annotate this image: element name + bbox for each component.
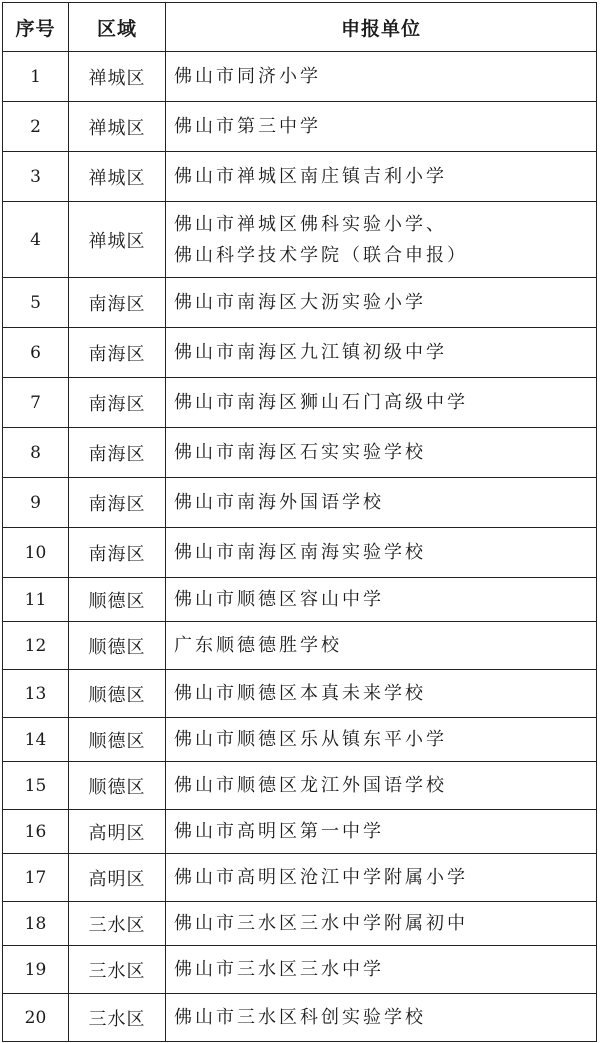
table-row (3, 102, 597, 152)
row-applicant-unit (166, 52, 597, 102)
applicant-unit-line: 佛山市南海区大沥实验小学 (174, 292, 426, 313)
school-list-table (2, 2, 597, 1042)
applicant-unit-line: 佛山市顺德区乐从镇东平小学 (174, 729, 447, 750)
row-district: 禅城区 (69, 202, 166, 278)
row-applicant-unit (166, 810, 597, 854)
row-district: 南海区 (69, 278, 166, 328)
table-row (3, 670, 597, 718)
table-row (3, 202, 597, 278)
row-applicant-unit (166, 946, 597, 994)
table-row (3, 152, 597, 202)
header-district: 区域 (69, 3, 166, 52)
row-district: 三水区 (69, 994, 166, 1042)
row-applicant-unit (166, 278, 597, 328)
table-row (3, 902, 597, 946)
row-district: 南海区 (69, 378, 166, 428)
applicant-unit-line: 佛山市顺德区容山中学 (174, 589, 384, 610)
row-applicant-unit (166, 578, 597, 622)
row-serial-number: 12 (3, 622, 69, 670)
table-row (3, 378, 597, 428)
row-district: 禅城区 (69, 102, 166, 152)
table-row (3, 528, 597, 578)
table-row (3, 478, 597, 528)
applicant-unit-line: 佛山市禅城区佛科实验小学、 (174, 213, 447, 235)
applicant-unit-line: 佛山市高明区沧江中学附属小学 (174, 867, 468, 888)
applicant-unit-line: 佛山市第三中学 (174, 116, 321, 137)
row-applicant-unit (166, 328, 597, 378)
table-row (3, 52, 597, 102)
row-district: 顺德区 (69, 718, 166, 762)
row-serial-number: 4 (3, 202, 69, 278)
row-serial-number: 15 (3, 762, 69, 810)
row-serial-number: 10 (3, 528, 69, 578)
applicant-unit-line: 佛山市南海外国语学校 (174, 492, 384, 513)
row-district: 南海区 (69, 528, 166, 578)
row-serial-number: 9 (3, 478, 69, 528)
row-applicant-unit (166, 762, 597, 810)
row-district: 南海区 (69, 428, 166, 478)
row-applicant-unit (166, 718, 597, 762)
table-row (3, 994, 597, 1042)
row-district: 顺德区 (69, 670, 166, 718)
applicant-unit-line: 佛山市三水区科创实验学校 (174, 1007, 426, 1028)
table-row (3, 946, 597, 994)
row-serial-number: 5 (3, 278, 69, 328)
row-serial-number: 19 (3, 946, 69, 994)
row-district: 三水区 (69, 902, 166, 946)
applicant-unit-line: 佛山市高明区第一中学 (174, 821, 384, 842)
applicant-unit-line: 佛山市三水区三水中学 (174, 959, 384, 980)
table-row (3, 328, 597, 378)
table-row (3, 622, 597, 670)
row-applicant-unit (166, 902, 597, 946)
table-row (3, 762, 597, 810)
table-row (3, 428, 597, 478)
row-serial-number: 7 (3, 378, 69, 428)
row-serial-number: 18 (3, 902, 69, 946)
applicant-unit-line: 佛山市禅城区南庄镇吉利小学 (174, 166, 447, 187)
row-applicant-unit (166, 202, 597, 278)
row-applicant-unit (166, 378, 597, 428)
row-district: 顺德区 (69, 622, 166, 670)
applicant-unit-line: 佛山科学技术学院（联合申报） (174, 244, 468, 266)
applicant-unit-line: 佛山市顺德区龙江外国语学校 (174, 775, 447, 796)
row-district: 顺德区 (69, 578, 166, 622)
row-serial-number: 8 (3, 428, 69, 478)
row-serial-number: 20 (3, 994, 69, 1042)
row-district: 南海区 (69, 478, 166, 528)
table-row (3, 810, 597, 854)
applicant-unit-line: 佛山市南海区狮山石门高级中学 (174, 392, 468, 413)
row-applicant-unit (166, 622, 597, 670)
row-applicant-unit (166, 152, 597, 202)
applicant-unit-line: 佛山市南海区石实实验学校 (174, 442, 426, 463)
header-serial-number: 序号 (3, 3, 69, 52)
row-applicant-unit (166, 478, 597, 528)
row-serial-number: 13 (3, 670, 69, 718)
row-serial-number: 14 (3, 718, 69, 762)
row-applicant-unit (166, 102, 597, 152)
row-applicant-unit (166, 994, 597, 1042)
row-district: 高明区 (69, 810, 166, 854)
applicant-unit-line: 广东顺德德胜学校 (174, 635, 342, 656)
row-serial-number: 6 (3, 328, 69, 378)
row-applicant-unit (166, 670, 597, 718)
row-serial-number: 1 (3, 52, 69, 102)
applicant-unit-line: 佛山市南海区九江镇初级中学 (174, 342, 447, 363)
table-row (3, 854, 597, 902)
row-district: 禅城区 (69, 52, 166, 102)
row-district: 禅城区 (69, 152, 166, 202)
applicant-unit-line: 佛山市同济小学 (174, 66, 321, 87)
row-district: 顺德区 (69, 762, 166, 810)
table-header-row (3, 3, 597, 52)
row-applicant-unit (166, 528, 597, 578)
table-body (3, 52, 597, 1042)
row-district: 高明区 (69, 854, 166, 902)
row-serial-number: 3 (3, 152, 69, 202)
row-district: 三水区 (69, 946, 166, 994)
row-serial-number: 11 (3, 578, 69, 622)
row-district: 南海区 (69, 328, 166, 378)
applicant-unit-line: 佛山市南海区南海实验学校 (174, 542, 426, 563)
table-row (3, 578, 597, 622)
row-serial-number: 2 (3, 102, 69, 152)
row-serial-number: 17 (3, 854, 69, 902)
row-serial-number: 16 (3, 810, 69, 854)
school-list-document (2, 2, 596, 1042)
row-applicant-unit (166, 854, 597, 902)
header-applicant-unit: 申报单位 (166, 3, 597, 52)
applicant-unit-line: 佛山市顺德区本真未来学校 (174, 683, 426, 704)
table-row (3, 278, 597, 328)
table-row (3, 718, 597, 762)
row-applicant-unit (166, 428, 597, 478)
applicant-unit-line: 佛山市三水区三水中学附属初中 (174, 913, 468, 934)
